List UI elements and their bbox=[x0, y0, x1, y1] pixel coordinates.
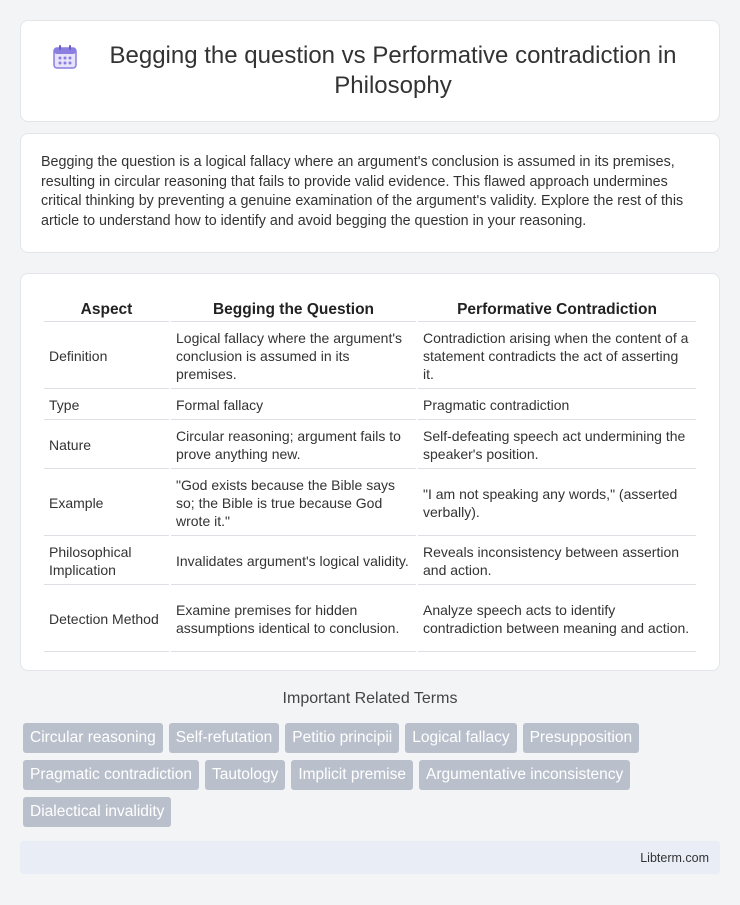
intro-card bbox=[20, 133, 720, 253]
table-row bbox=[44, 471, 696, 536]
related-terms-list bbox=[23, 723, 713, 827]
table-row bbox=[44, 538, 696, 585]
header-aspect: Aspect bbox=[44, 298, 169, 322]
related-term-tag[interactable]: Circular reasoning bbox=[23, 723, 163, 753]
calendar-grid-icon bbox=[51, 43, 79, 71]
row-aspect: Definition bbox=[44, 324, 169, 389]
footer bbox=[20, 841, 720, 874]
related-term-tag[interactable]: Argumentative inconsistency bbox=[419, 760, 630, 790]
comparison-card bbox=[20, 273, 720, 671]
intro-paragraph: Begging the question is a logical fallacy where an argument's conclusion is assumed in its premises, resulting in circular reasoning that fails to provide valid evidence. This flawed approach undermines critical thinking by preventing a genuine examination of the argument's validity. Explore the rest of this article to understand how to identify and avoid begging the question in your reasoning. bbox=[41, 154, 684, 229]
table-row bbox=[44, 391, 696, 420]
row-begging: Circular reasoning; argument fails to prove anything new. bbox=[171, 422, 416, 469]
row-performative: "I am not speaking any words," (asserted verbally). bbox=[418, 471, 696, 536]
row-performative: Pragmatic contradiction bbox=[418, 391, 696, 420]
table-header-row bbox=[44, 298, 696, 322]
row-performative: Self-defeating speech act undermining the speaker's position. bbox=[418, 422, 696, 469]
related-term-tag[interactable]: Logical fallacy bbox=[405, 723, 516, 753]
header-performative-contradiction: Performative Contradiction bbox=[418, 298, 696, 322]
row-performative: Analyze speech acts to identify contradiction between meaning and action. bbox=[418, 587, 696, 652]
row-aspect: Nature bbox=[44, 422, 169, 469]
page-title: Begging the question vs Performative contradiction in Philosophy bbox=[109, 42, 677, 99]
related-term-tag[interactable]: Pragmatic contradiction bbox=[23, 760, 199, 790]
row-begging: Logical fallacy where the argument's conclusion is assumed in its premises. bbox=[171, 324, 416, 389]
related-term-tag[interactable]: Presupposition bbox=[523, 723, 640, 753]
footer-brand-link[interactable]: Libterm.com bbox=[640, 850, 709, 865]
comparison-table bbox=[42, 296, 698, 654]
row-aspect: Philosophical Implication bbox=[44, 538, 169, 585]
title-card bbox=[20, 20, 720, 122]
related-term-tag[interactable]: Self-refutation bbox=[169, 723, 280, 753]
row-performative: Reveals inconsistency between assertion and action. bbox=[418, 538, 696, 585]
table-row bbox=[44, 422, 696, 469]
row-aspect: Example bbox=[44, 471, 169, 536]
table-row bbox=[44, 587, 696, 652]
related-term-tag[interactable]: Dialectical invalidity bbox=[23, 797, 171, 827]
header-begging-the-question: Begging the Question bbox=[171, 298, 416, 322]
row-aspect: Type bbox=[44, 391, 169, 420]
related-term-tag[interactable]: Petitio principii bbox=[285, 723, 399, 753]
related-term-tag[interactable]: Tautology bbox=[205, 760, 285, 790]
row-begging: "God exists because the Bible says so; the Bible is true because God wrote it." bbox=[171, 471, 416, 536]
row-begging: Examine premises for hidden assumptions identical to conclusion. bbox=[171, 587, 416, 652]
table-row bbox=[44, 324, 696, 389]
row-performative: Contradiction arising when the content of a statement contradicts the act of asserting it. bbox=[418, 324, 696, 389]
row-begging: Formal fallacy bbox=[171, 391, 416, 420]
row-begging: Invalidates argument's logical validity. bbox=[171, 538, 416, 585]
related-term-tag[interactable]: Implicit premise bbox=[291, 760, 413, 790]
row-aspect: Detection Method bbox=[44, 587, 169, 652]
related-terms-title: Important Related Terms bbox=[282, 690, 458, 707]
